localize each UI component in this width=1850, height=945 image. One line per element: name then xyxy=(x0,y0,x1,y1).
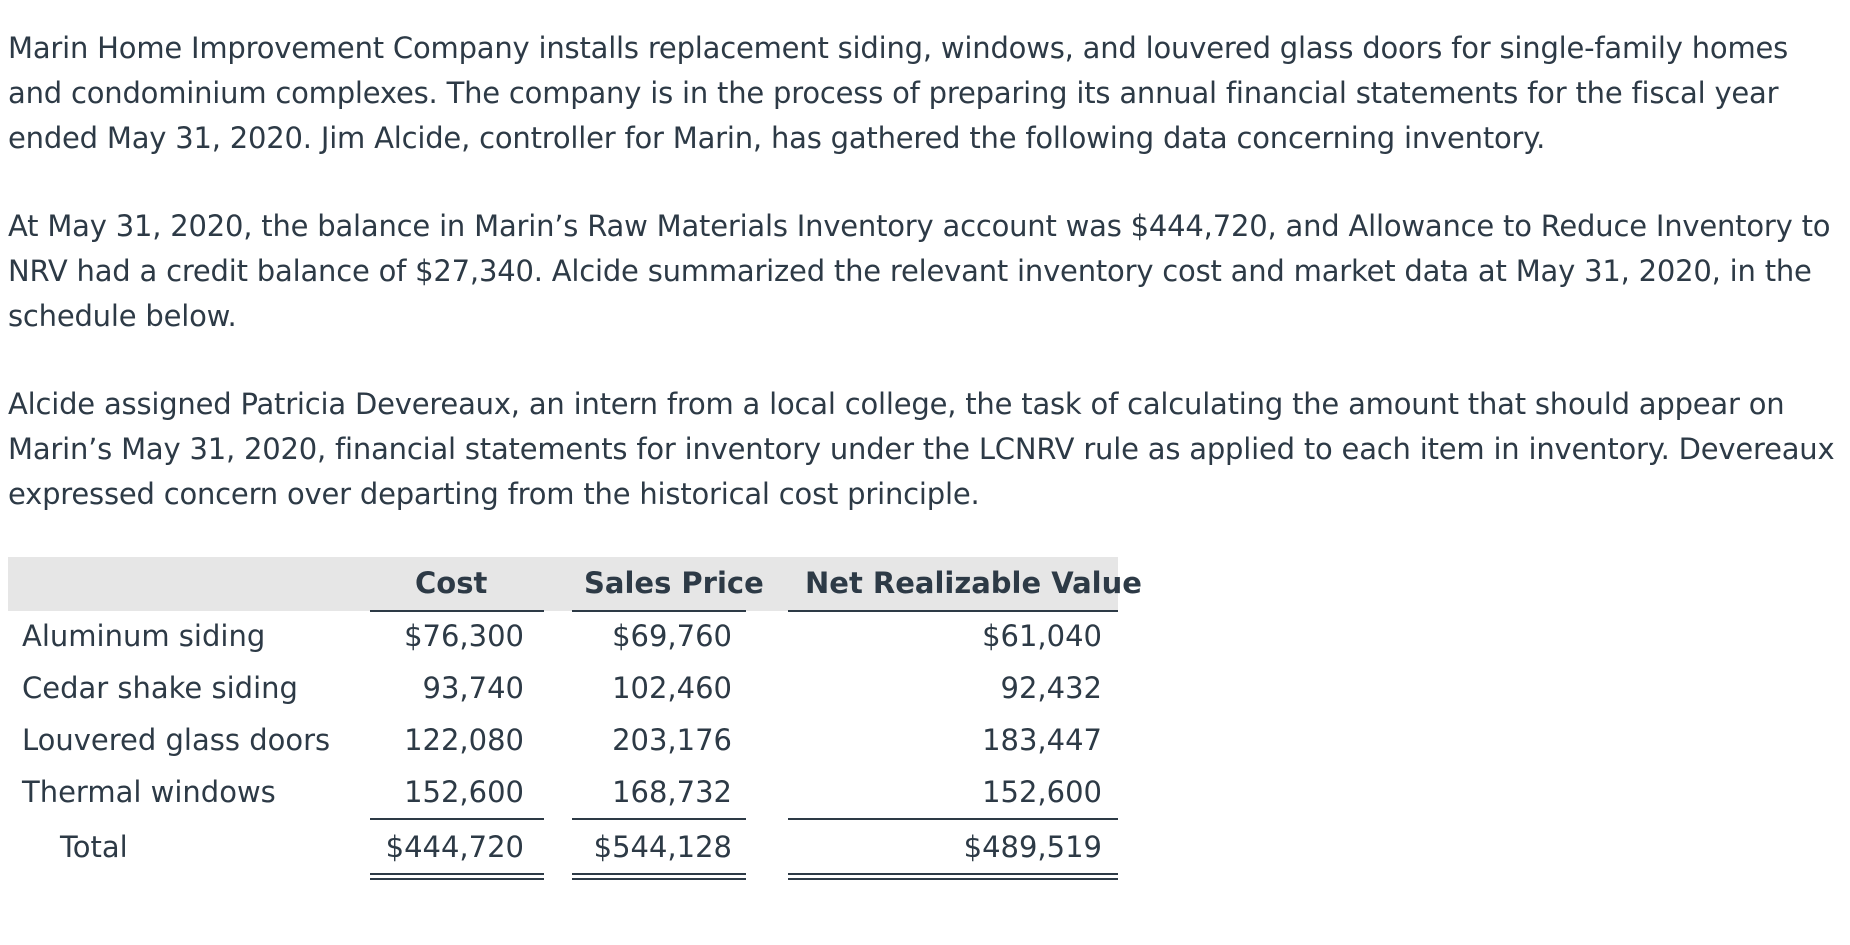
total-sales-price-value: $544,128 xyxy=(593,830,732,864)
cost-header-underline xyxy=(370,610,544,612)
row-cost-value: 93,740 xyxy=(422,671,524,705)
row-cost-value: $76,300 xyxy=(404,619,524,653)
nrv-total-double-rule-top xyxy=(788,873,1118,875)
inventory-schedule-table xyxy=(8,557,1142,889)
nrv-header-underline xyxy=(788,610,1118,612)
nrv-total-double-rule-bottom xyxy=(788,878,1118,880)
total-label: Total xyxy=(60,830,128,864)
sales-price-total-double-rule-bottom xyxy=(572,878,746,880)
total-cost-value: $444,720 xyxy=(385,830,524,864)
row-item-label: Cedar shake siding xyxy=(22,671,298,705)
cost-column-header: Cost xyxy=(415,566,488,600)
row-nrv-value: $61,040 xyxy=(982,619,1102,653)
row-nrv-value: 183,447 xyxy=(982,723,1102,757)
cost-subtotal-rule xyxy=(370,818,544,820)
row-sales-price-value: 203,176 xyxy=(612,723,732,757)
row-nrv-value: 92,432 xyxy=(1000,671,1102,705)
row-sales-price-value: 168,732 xyxy=(612,775,732,809)
total-nrv-value: $489,519 xyxy=(963,830,1102,864)
row-cost-value: 122,080 xyxy=(404,723,524,757)
nrv-subtotal-rule xyxy=(788,818,1118,820)
sales-price-header-underline xyxy=(572,610,746,612)
row-nrv-value: 152,600 xyxy=(982,775,1102,809)
assignment-paragraph: Alcide assigned Patricia Devereaux, an intern from a local college, the task of calculating the amount that should appear on Marin’s May 31, 2020, financial statements for inventory under the LCNRV rule as applied to each item in inventory. Devereaux expressed concern over departing from the historical cost principle. xyxy=(8,387,1835,511)
cost-total-double-rule-bottom xyxy=(370,878,544,880)
row-item-label: Aluminum siding xyxy=(22,619,266,653)
sales-price-total-double-rule-top xyxy=(572,873,746,875)
sales-price-subtotal-rule xyxy=(572,818,746,820)
row-sales-price-value: 102,460 xyxy=(612,671,732,705)
row-item-label: Louvered glass doors xyxy=(22,723,331,757)
nrv-column-header: Net Realizable Value xyxy=(805,566,1142,600)
row-item-label: Thermal windows xyxy=(22,775,276,809)
sales-price-column-header: Sales Price xyxy=(584,566,764,600)
row-cost-value: 152,600 xyxy=(404,775,524,809)
cost-total-double-rule-top xyxy=(370,873,544,875)
balance-paragraph: At May 31, 2020, the balance in Marin’s Raw Materials Inventory account was $444,720, and Allowance to Reduce Inventory to NRV had a credit balance of $27,340. Alcide summarized the relevant inventory cost and market data at May 31, 2020, in the schedule below. xyxy=(8,209,1831,333)
row-sales-price-value: $69,760 xyxy=(612,619,732,653)
intro-paragraph: Marin Home Improvement Company installs replacement siding, windows, and louvered glass doors for single-family homes and condominium complexes. The company is in the process of preparing its annual financial statements for the fiscal year ended May 31, 2020. Jim Alcide, controller for Marin, has gathered the following data concerning inventory. xyxy=(8,31,1789,155)
